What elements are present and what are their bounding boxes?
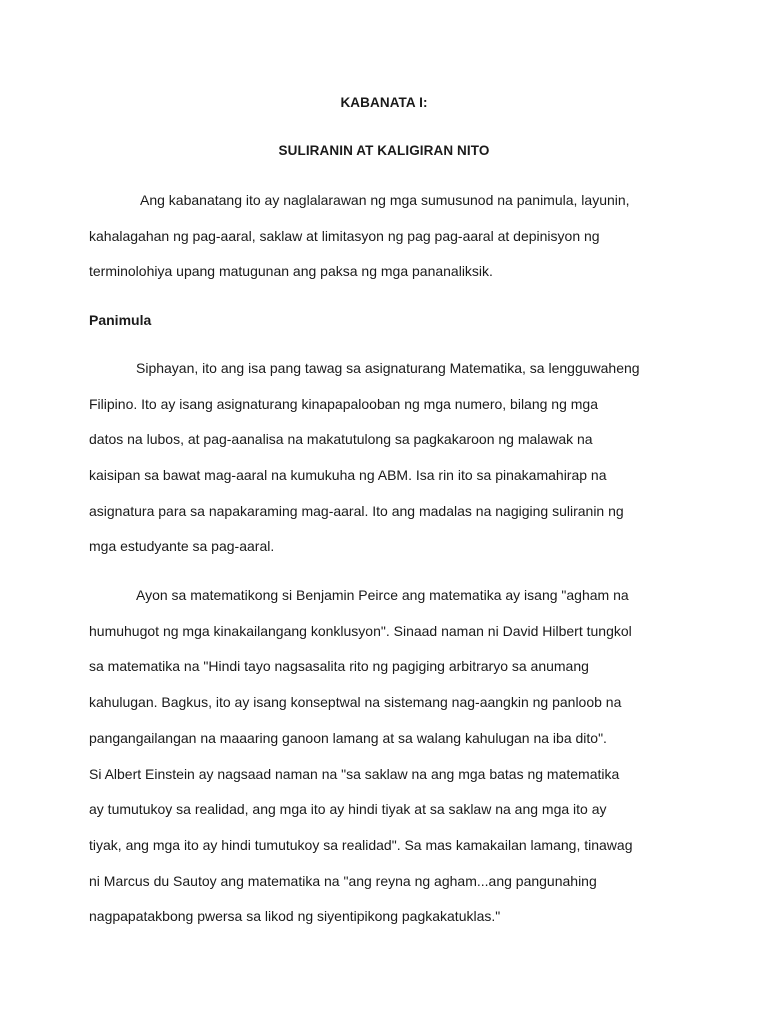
paragraph-line: humuhugot ng mga kinakailangang konklusyon". Sinaad naman ni David Hilbert tungkol (89, 623, 632, 639)
chapter-title: KABANATA I: (340, 95, 428, 110)
paragraph-line: terminolohiya upang matugunan ang paksa ng mga pananaliksik. (89, 263, 493, 279)
paragraph-line: ni Marcus du Sautoy ang matematika na "ang reyna ng agham...ang pangunahing (89, 873, 597, 889)
paragraph-line: Siphayan, ito ang isa pang tawag sa asignaturang Matematika, sa lengguwaheng (136, 360, 640, 376)
paragraph-line: ay tumutukoy sa realidad, ang mga ito ay hindi tiyak at sa saklaw na ang mga ito ay (89, 801, 607, 817)
paragraph-line: Ang kabanatang ito ay naglalarawan ng mga sumusunod na panimula, layunin, (140, 192, 630, 208)
paragraph-line: Si Albert Einstein ay nagsaad naman na "sa saklaw na ang mga batas ng matematika (89, 766, 620, 782)
paragraph-line: mga estudyante sa pag-aaral. (89, 538, 275, 554)
paragraph-line: kahulugan. Bagkus, ito ay isang konseptwal na sistemang nag-aangkin ng panloob na (89, 694, 622, 710)
paragraph-line: tiyak, ang mga ito ay hindi tumutukoy sa realidad". Sa mas kamakailan lamang, tinawag (89, 837, 633, 853)
paragraph-line: sa matematika na "Hindi tayo nagsasalita rito ng pagiging arbitraryo sa anumang (89, 658, 589, 674)
paragraph-line: kaisipan sa bawat mag-aaral na kumukuha ng ABM. Isa rin ito sa pinakamahirap na (89, 467, 607, 483)
paragraph-line: Ayon sa matematikong si Benjamin Peirce ang matematika ay isang "agham na (136, 587, 629, 603)
section-heading: Panimula (89, 312, 152, 328)
chapter-subtitle: SULIRANIN AT KALIGIRAN NITO (278, 143, 490, 158)
paragraph-line: Filipino. Ito ay isang asignaturang kinapapalooban ng mga numero, bilang ng mga (89, 396, 599, 412)
paragraph-line: datos na lubos, at pag-aanalisa na makatutulong sa pagkakaroon ng malawak na (89, 431, 593, 447)
paragraph-line: pangangailangan na maaaring ganoon lamang at sa walang kahulugan na iba dito". (89, 730, 607, 746)
paragraph-line: nagpapatakbong pwersa sa likod ng siyentipikong pagkakatuklas." (89, 908, 501, 924)
paragraph-line: asignatura para sa napakaraming mag-aaral. Ito ang madalas na nagiging suliranin ng (89, 503, 624, 519)
paragraph-line: kahalagahan ng pag-aaral, saklaw at limitasyon ng pag pag-aaral at depinisyon ng (89, 228, 600, 244)
